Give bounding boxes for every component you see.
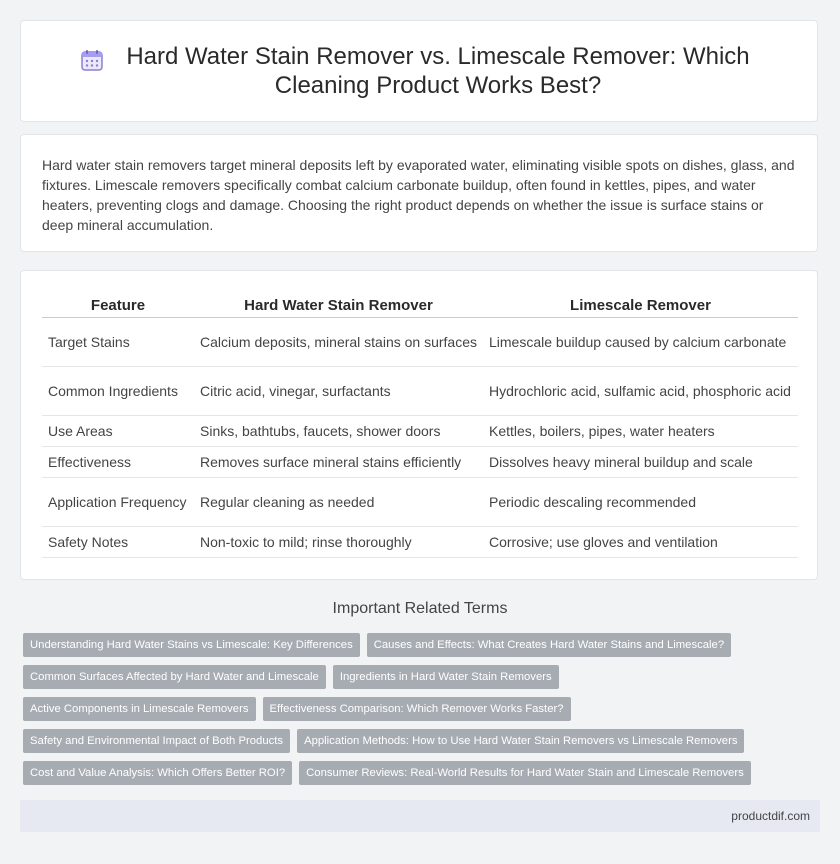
column-header-feature: Feature (42, 289, 194, 318)
column-header-limescale: Limescale Remover (483, 289, 798, 318)
table-cell: Hydrochloric acid, sulfamic acid, phosphoric acid (483, 367, 798, 416)
table-row (42, 447, 798, 478)
table-row (42, 527, 798, 558)
table-cell: Removes surface mineral stains efficiently (194, 447, 483, 478)
table-cell: Target Stains (42, 318, 194, 367)
footer-site-link[interactable]: productdif.com (731, 809, 810, 823)
related-term-tag[interactable]: Causes and Effects: What Creates Hard Water Stains and Limescale? (367, 633, 731, 657)
table-cell: Limescale buildup caused by calcium carbonate (483, 318, 798, 367)
table-cell: Effectiveness (42, 447, 194, 478)
column-header-hard-water: Hard Water Stain Remover (194, 289, 483, 318)
related-term-tag[interactable]: Application Methods: How to Use Hard Water Stain Removers vs Limescale Removers (297, 729, 744, 753)
table-row (42, 367, 798, 416)
table-cell: Sinks, bathtubs, faucets, shower doors (194, 416, 483, 447)
comparison-card (20, 270, 818, 580)
related-term-tag[interactable]: Common Surfaces Affected by Hard Water and Limescale (23, 665, 326, 689)
calendar-icon (80, 48, 104, 72)
related-terms-tags (23, 633, 823, 793)
related-terms-title: Important Related Terms (332, 600, 508, 617)
related-term-tag[interactable]: Cost and Value Analysis: Which Offers Better ROI? (23, 761, 292, 785)
table-cell: Non-toxic to mild; rinse thoroughly (194, 527, 483, 558)
table-cell: Use Areas (42, 416, 194, 447)
table-cell: Periodic descaling recommended (483, 478, 798, 527)
table-cell: Corrosive; use gloves and ventilation (483, 527, 798, 558)
related-term-tag[interactable]: Understanding Hard Water Stains vs Limescale: Key Differences (23, 633, 360, 657)
table-cell: Calcium deposits, mineral stains on surfaces (194, 318, 483, 367)
table-cell: Kettles, boilers, pipes, water heaters (483, 416, 798, 447)
related-term-tag[interactable]: Ingredients in Hard Water Stain Removers (333, 665, 559, 689)
title-wrap (80, 42, 758, 100)
footer (20, 800, 820, 832)
table-cell: Application Frequency (42, 478, 194, 527)
table-row (42, 318, 798, 367)
intro-card (20, 134, 818, 252)
table-cell: Safety Notes (42, 527, 194, 558)
table-header-row (42, 289, 798, 318)
related-term-tag[interactable]: Effectiveness Comparison: Which Remover Works Faster? (263, 697, 571, 721)
intro-text: Hard water stain removers target mineral deposits left by evaporated water, eliminating visible spots on dishes, glass, and fixtures. Limescale removers specifically combat calcium carbonate buildup, often found in kettles, pipes, and water heaters, preventing clogs and damage. Choosing the right product depends on whether the issue is surface stains or deep mineral accumulation. (42, 157, 795, 233)
comparison-table (42, 289, 798, 558)
table-cell: Common Ingredients (42, 367, 194, 416)
table-cell: Regular cleaning as needed (194, 478, 483, 527)
table-cell: Citric acid, vinegar, surfactants (194, 367, 483, 416)
related-term-tag[interactable]: Active Components in Limescale Removers (23, 697, 256, 721)
table-row (42, 416, 798, 447)
table-row (42, 478, 798, 527)
page-title: Hard Water Stain Remover vs. Limescale Remover: Which Cleaning Product Works Best? (126, 43, 750, 99)
table-cell: Dissolves heavy mineral buildup and scale (483, 447, 798, 478)
title-card (20, 20, 818, 122)
related-term-tag[interactable]: Safety and Environmental Impact of Both Products (23, 729, 290, 753)
related-term-tag[interactable]: Consumer Reviews: Real-World Results for Hard Water Stain and Limescale Removers (299, 761, 751, 785)
